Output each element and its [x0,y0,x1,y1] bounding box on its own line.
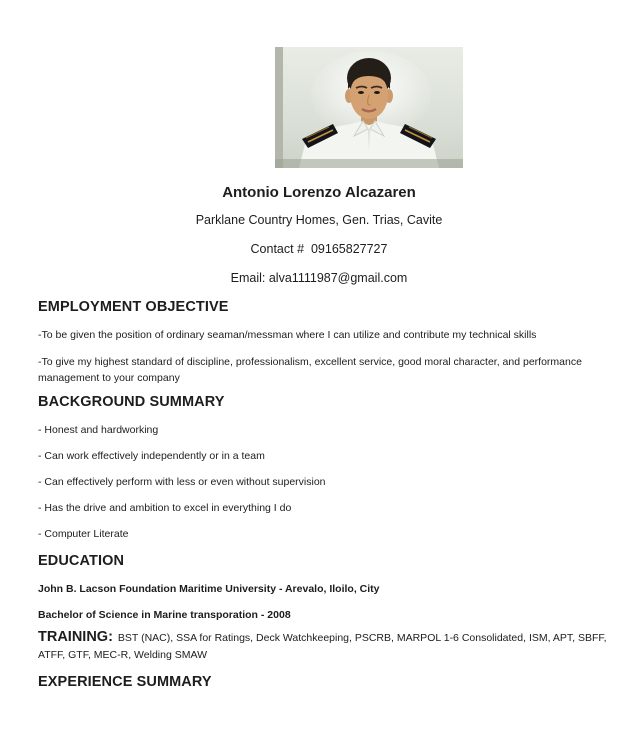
background-summary-item-4: - Has the drive and ambition to excel in everything I do [38,502,292,514]
background-summary-item-3: - Can effectively perform with less or even without supervision [38,476,326,488]
heading-education: EDUCATION [38,553,125,569]
heading-experience-summary: EXPERIENCE SUMMARY [38,674,212,690]
employment-objective-item-2: -To give my highest standard of discipline, professionalism, excellent service, good moral character, and performance management to your company [38,356,582,384]
background-summary-item-5: - Computer Literate [38,528,129,540]
heading-employment-objective: EMPLOYMENT OBJECTIVE [38,299,229,315]
background-summary-item-2: - Can work effectively independently or in a team [38,450,265,462]
training-label: TRAINING: [38,629,113,645]
background-summary-item-1: - Honest and hardworking [38,424,159,436]
applicant-name: Antonio Lorenzo Alcazaren [222,184,416,201]
training-list: BST (NAC), SSA for Ratings, Deck Watchkeeping, PSCRB, MARPOL 1-6 Consolidated, ISM, APT, SBFF, ATFF, GTF, MEC-R, Welding SMAW [38,632,607,661]
education-training [38,629,616,664]
applicant-contact-number: Contact # 09165827727 [250,242,388,256]
education-school: John B. Lacson Foundation Maritime University - Arevalo, Iloilo, City [38,583,380,595]
applicant-photo [275,47,463,168]
applicant-email: Email: alva1111987@gmail.com [230,271,408,285]
education-degree: Bachelor of Science in Marine transporation - 2008 [38,609,291,621]
applicant-address: Parklane Country Homes, Gen. Trias, Cavite [195,213,443,227]
employment-objective-item-1: -To be given the position of ordinary seaman/messman where I can utilize and contribute my technical skills [38,329,537,341]
heading-background-summary: BACKGROUND SUMMARY [38,394,225,410]
